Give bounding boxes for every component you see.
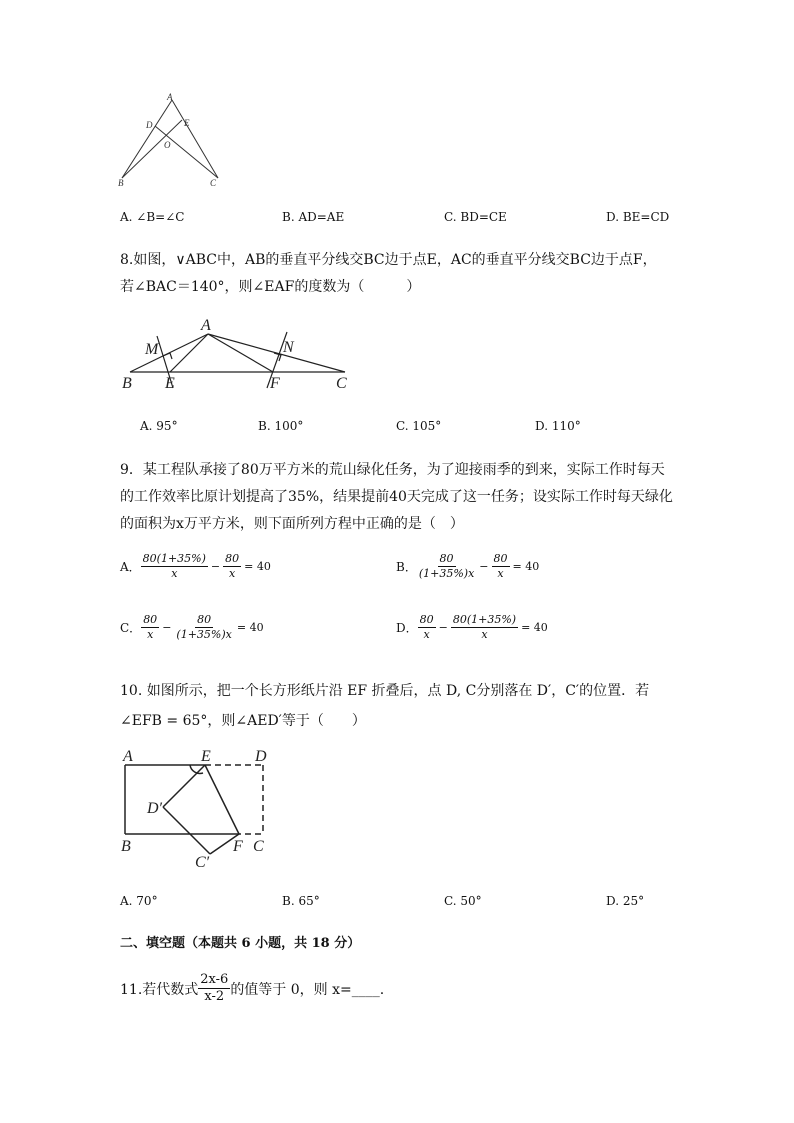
q7-option-a: A. ∠B=∠C bbox=[120, 210, 185, 224]
q11-prefix: 11.若代数式 bbox=[120, 981, 199, 998]
q8-option-a: A. 95° bbox=[140, 419, 178, 433]
q9-option-a bbox=[120, 552, 274, 581]
q7-option-d: D. BE=CD bbox=[606, 210, 670, 224]
fig10-label-E: E bbox=[201, 748, 211, 765]
q7-option-c: C. BD=CE bbox=[444, 210, 507, 224]
fig8-label-E: E bbox=[165, 375, 175, 392]
q9-option-b-equation: $\frac{80}{(1+35\%)x}$ − $\frac{80}{x}$ = 40 bbox=[418, 552, 540, 580]
fig10-label-D: D bbox=[255, 748, 267, 765]
fig10-label-A: A bbox=[123, 748, 133, 765]
fig7-label-E: E bbox=[184, 118, 190, 128]
q9-option-a-letter: A． bbox=[120, 560, 141, 574]
fig8-label-C: C bbox=[336, 375, 347, 392]
q9-option-b bbox=[396, 552, 542, 581]
q11-stem bbox=[120, 972, 384, 1005]
section-2-heading: 二、填空题（本题共 6 小题，共 18 分） bbox=[120, 936, 361, 951]
q10-option-b: B. 65° bbox=[282, 894, 320, 908]
q8-option-d: D. 110° bbox=[535, 419, 581, 433]
figure-q8-triangle bbox=[115, 312, 365, 394]
q7-option-b: B. AD=AE bbox=[282, 210, 345, 224]
fig8-label-M: M bbox=[145, 341, 159, 358]
fig10-label-B: B bbox=[121, 838, 131, 855]
q8-option-c: C. 105° bbox=[396, 419, 442, 433]
q9-option-d bbox=[396, 613, 551, 642]
q8-stem-line1: 8.如图，∨ABC中，AB的垂直平分线交BC边于点E，AC的垂直平分线交BC边于点F， bbox=[120, 252, 657, 268]
q11-fraction: $\frac{2x-6}{x-2}$ bbox=[200, 972, 229, 1004]
q8-option-b: B. 100° bbox=[258, 419, 304, 433]
fig8-label-A: A bbox=[201, 317, 211, 334]
fig7-label-A: A bbox=[167, 92, 173, 102]
q8-stem-line2: 若∠BAC＝140°，则∠EAF的度数为（ ） bbox=[120, 279, 421, 295]
q9-option-c-equation: $\frac{80}{x}$ − $\frac{80}{(1+35\%)x}$ = 40 bbox=[143, 613, 264, 641]
fig8-label-F: F bbox=[270, 375, 280, 392]
fig10-label-C-prime: C′ bbox=[195, 854, 210, 870]
q9-option-a-equation: $\frac{80(1+35\%)}{x}$ − $\frac{80}{x}$ = 40 bbox=[142, 552, 271, 580]
q10-option-d: D. 25° bbox=[606, 894, 645, 908]
fig10-label-C: C bbox=[253, 838, 264, 855]
figure-q10-folded-rectangle bbox=[115, 745, 275, 870]
q10-stem-line1: 10. 如图所示，把一个长方形纸片沿 EF 折叠后，点 D, C分别落在 D′，C′的位置．若 bbox=[120, 683, 650, 699]
fig10-label-F: F bbox=[233, 838, 243, 855]
fig10-label-D-prime: D′ bbox=[147, 800, 163, 817]
fig8-label-B: B bbox=[122, 375, 132, 392]
fig7-label-O: O bbox=[164, 140, 171, 150]
q9-option-b-letter: B． bbox=[396, 560, 417, 574]
q10-option-a: A. 70° bbox=[120, 894, 158, 908]
q9-option-d-equation: $\frac{80}{x}$ − $\frac{80(1+35\%)}{x}$ = 40 bbox=[419, 613, 548, 641]
q9-stem-line1: 9．某工程队承接了80万平方米的荒山绿化任务，为了迎接雨季的到来，实际工作时每天 bbox=[120, 462, 665, 478]
fig7-label-C: C bbox=[210, 178, 217, 188]
q10-option-c: C. 50° bbox=[444, 894, 482, 908]
q9-option-d-letter: D． bbox=[396, 621, 418, 635]
q9-stem-line2: 的工作效率比原计划提高了35%，结果提前40天完成了这一任务；设实际工作时每天绿化 bbox=[120, 489, 673, 505]
q9-stem-line3: 的面积为x万平方米，则下面所列方程中正确的是（ ） bbox=[120, 516, 464, 532]
q9-option-c bbox=[120, 613, 267, 642]
fig7-label-B: B bbox=[118, 178, 124, 188]
fig7-label-D: D bbox=[146, 120, 153, 130]
fig8-label-N: N bbox=[283, 339, 294, 356]
q11-suffix: 的值等于 0，则 x=____. bbox=[230, 981, 385, 998]
figure-q7-triangle bbox=[110, 90, 230, 190]
q10-stem-line2: ∠EFB = 65°，则∠AED′等于（ ） bbox=[120, 713, 366, 729]
q9-option-c-letter: C． bbox=[120, 621, 142, 635]
